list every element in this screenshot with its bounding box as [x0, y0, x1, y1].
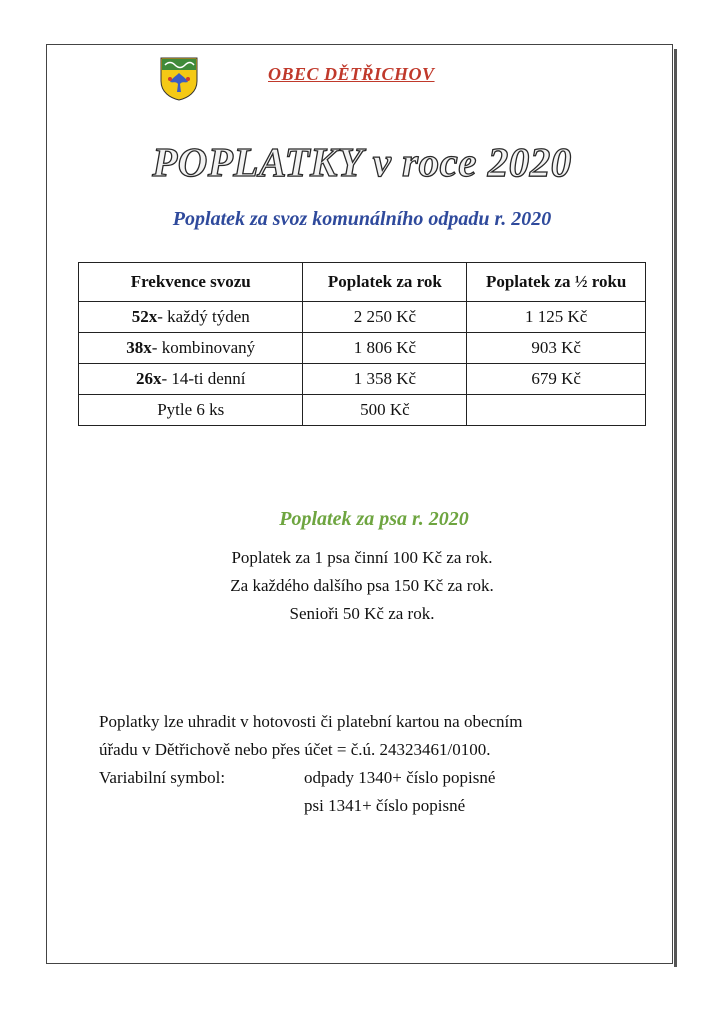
variable-symbol-row	[99, 792, 523, 820]
page-title: POPLATKY v roce 2020	[152, 139, 572, 185]
frequency-cell: 52x- každý týden	[79, 302, 303, 333]
payment-info	[99, 708, 523, 820]
frequency-cell: 38x- kombinovaný	[79, 333, 303, 364]
village-name: OBEC DĚTŘICHOV	[268, 64, 435, 84]
dog-fee-heading: Poplatek za psa r. 2020	[279, 508, 469, 530]
waste-fee-heading: Poplatek za svoz komunálního odpadu r. 2020	[172, 208, 552, 230]
column-header-frequency: Frekvence svozu	[79, 263, 303, 302]
table-header-row	[79, 263, 646, 302]
half-year-fee-cell: 903 Kč	[467, 333, 646, 364]
dog-fee-line: Poplatek za 1 psa činní 100 Kč za rok.	[231, 548, 493, 567]
dog-fee-text	[0, 544, 724, 628]
variable-symbol-row	[99, 764, 523, 792]
half-year-fee-cell	[467, 395, 646, 426]
variable-symbol-dogs: psi 1341+ číslo popisné	[304, 796, 466, 815]
dog-fee-line: Senioři 50 Kč za rok.	[289, 604, 435, 623]
column-header-half-year: Poplatek za ½ roku	[467, 263, 646, 302]
frequency-cell: 26x- 14-ti denní	[79, 364, 303, 395]
yearly-fee-cell: 1 358 Kč	[303, 364, 467, 395]
column-header-yearly: Poplatek za rok	[303, 263, 467, 302]
yearly-fee-cell: 2 250 Kč	[303, 302, 467, 333]
table-row	[79, 364, 646, 395]
payment-line: Poplatky lze uhradit v hotovosti či platební kartou na obecním	[99, 712, 523, 731]
table-row	[79, 302, 646, 333]
table-row	[79, 395, 646, 426]
waste-fee-table	[78, 262, 646, 426]
table-row	[79, 333, 646, 364]
frequency-cell: Pytle 6 ks	[79, 395, 303, 426]
half-year-fee-cell: 1 125 Kč	[467, 302, 646, 333]
yearly-fee-cell: 1 806 Kč	[303, 333, 467, 364]
variable-symbol-waste: odpady 1340+ číslo popisné	[304, 768, 496, 787]
variable-symbol-label: Variabilní symbol:	[99, 768, 226, 787]
half-year-fee-cell: 679 Kč	[467, 364, 646, 395]
dog-fee-line: Za každého dalšího psa 150 Kč za rok.	[230, 576, 494, 595]
yearly-fee-cell: 500 Kč	[303, 395, 467, 426]
payment-line: úřadu v Dětřichově nebo přes účet = č.ú. 24323461/0100.	[99, 740, 491, 759]
coat-of-arms-icon	[160, 57, 198, 101]
